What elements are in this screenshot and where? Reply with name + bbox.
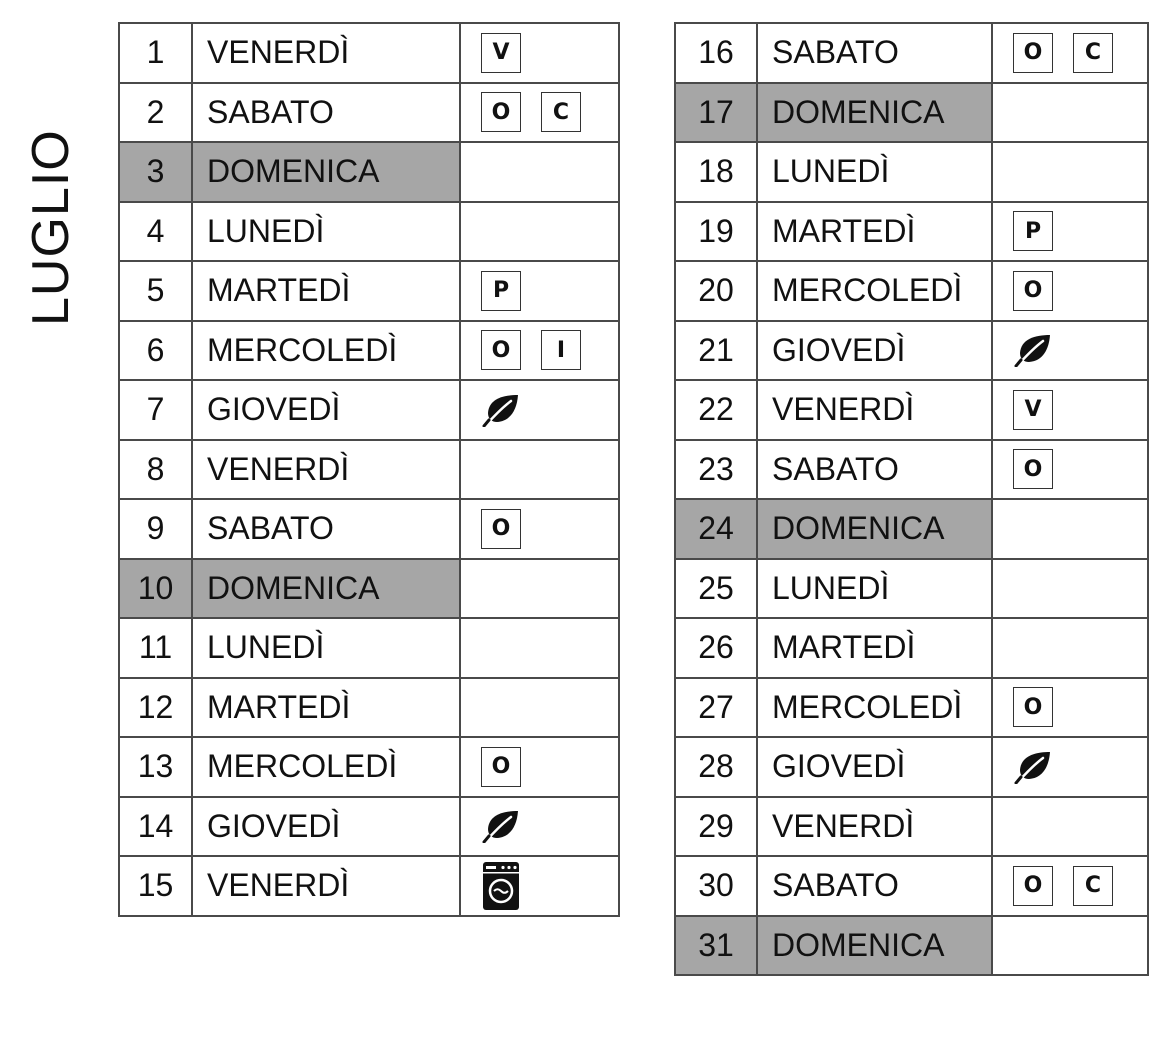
- day-number: 17: [675, 83, 757, 143]
- waste-code-badge: O: [481, 747, 521, 787]
- weekday-name: GIOVEDÌ: [192, 380, 460, 440]
- day-number: 9: [119, 499, 192, 559]
- collection-marks: [460, 737, 619, 797]
- calendar-row: [675, 440, 1148, 500]
- collection-marks: [460, 559, 619, 619]
- collection-marks: [460, 23, 619, 83]
- waste-code-badge: V: [481, 33, 521, 73]
- calendar-table-right: [674, 22, 1149, 976]
- day-number: 4: [119, 202, 192, 262]
- washing-machine-icon: [481, 860, 521, 912]
- waste-code-badge: O: [481, 92, 521, 132]
- calendar-body-left: [119, 23, 619, 916]
- weekday-name: DOMENICA: [757, 916, 992, 976]
- waste-code-badge: C: [1073, 33, 1113, 73]
- weekday-name: LUNEDÌ: [192, 202, 460, 262]
- weekday-name: MERCOLEDÌ: [192, 737, 460, 797]
- calendar-row: [675, 559, 1148, 619]
- collection-marks: [992, 440, 1148, 500]
- calendar-row: [675, 142, 1148, 202]
- collection-marks: [992, 916, 1148, 976]
- day-number: 24: [675, 499, 757, 559]
- day-number: 29: [675, 797, 757, 857]
- collection-marks: [992, 261, 1148, 321]
- collection-marks: [992, 737, 1148, 797]
- day-number: 31: [675, 916, 757, 976]
- calendar-row: [119, 142, 619, 202]
- collection-marks: [992, 856, 1148, 916]
- waste-code-badge: C: [1073, 866, 1113, 906]
- weekday-name: MERCOLEDÌ: [757, 261, 992, 321]
- weekday-name: SABATO: [757, 856, 992, 916]
- weekday-name: LUNEDÌ: [757, 559, 992, 619]
- collection-marks: [460, 856, 619, 916]
- waste-code-badge: P: [481, 271, 521, 311]
- day-number: 8: [119, 440, 192, 500]
- waste-code-badge: V: [1013, 390, 1053, 430]
- weekday-name: SABATO: [192, 499, 460, 559]
- day-number: 7: [119, 380, 192, 440]
- day-number: 13: [119, 737, 192, 797]
- calendar-row: [119, 797, 619, 857]
- day-number: 22: [675, 380, 757, 440]
- calendar-row: [675, 23, 1148, 83]
- waste-code-badge: I: [541, 330, 581, 370]
- weekday-name: MERCOLEDÌ: [192, 321, 460, 381]
- calendar-row: [675, 797, 1148, 857]
- day-number: 5: [119, 261, 192, 321]
- collection-marks: [992, 618, 1148, 678]
- collection-marks: [460, 440, 619, 500]
- weekday-name: DOMENICA: [192, 559, 460, 619]
- leaf-icon: [1013, 333, 1053, 367]
- collection-marks: [992, 202, 1148, 262]
- collection-marks: [992, 83, 1148, 143]
- day-number: 1: [119, 23, 192, 83]
- day-number: 14: [119, 797, 192, 857]
- weekday-name: DOMENICA: [757, 83, 992, 143]
- waste-code-badge: O: [1013, 866, 1053, 906]
- calendar-row: [675, 856, 1148, 916]
- calendar-row: [119, 380, 619, 440]
- day-number: 30: [675, 856, 757, 916]
- weekday-name: VENERDÌ: [192, 856, 460, 916]
- calendar-row: [675, 916, 1148, 976]
- weekday-name: GIOVEDÌ: [757, 321, 992, 381]
- collection-marks: [992, 380, 1148, 440]
- weekday-name: SABATO: [757, 440, 992, 500]
- calendar-row: [119, 23, 619, 83]
- weekday-name: SABATO: [192, 83, 460, 143]
- calendar-row: [675, 321, 1148, 381]
- weekday-name: MARTEDÌ: [757, 202, 992, 262]
- weekday-name: DOMENICA: [192, 142, 460, 202]
- day-number: 20: [675, 261, 757, 321]
- calendar-row: [119, 499, 619, 559]
- calendar-row: [119, 440, 619, 500]
- day-number: 6: [119, 321, 192, 381]
- calendar-row: [119, 678, 619, 738]
- weekday-name: VENERDÌ: [192, 440, 460, 500]
- weekday-name: VENERDÌ: [757, 380, 992, 440]
- weekday-name: GIOVEDÌ: [757, 737, 992, 797]
- calendar-row: [675, 499, 1148, 559]
- day-number: 27: [675, 678, 757, 738]
- calendar-row: [119, 202, 619, 262]
- waste-code-badge: P: [1013, 211, 1053, 251]
- calendar-table-left: [118, 22, 620, 917]
- collection-marks: [992, 797, 1148, 857]
- day-number: 25: [675, 559, 757, 619]
- weekday-name: LUNEDÌ: [757, 142, 992, 202]
- weekday-name: VENERDÌ: [192, 23, 460, 83]
- calendar-row: [119, 83, 619, 143]
- collection-marks: [992, 142, 1148, 202]
- day-number: 12: [119, 678, 192, 738]
- weekday-name: MARTEDÌ: [192, 261, 460, 321]
- calendar-row: [675, 678, 1148, 738]
- weekday-name: VENERDÌ: [757, 797, 992, 857]
- collection-marks: [992, 678, 1148, 738]
- calendar-row: [119, 261, 619, 321]
- calendar-row: [675, 737, 1148, 797]
- day-number: 23: [675, 440, 757, 500]
- collection-marks: [992, 499, 1148, 559]
- day-number: 21: [675, 321, 757, 381]
- collection-marks: [460, 83, 619, 143]
- collection-marks: [460, 797, 619, 857]
- calendar-row: [119, 321, 619, 381]
- day-number: 15: [119, 856, 192, 916]
- calendar-row: [119, 559, 619, 619]
- collection-marks: [460, 380, 619, 440]
- collection-marks: [992, 559, 1148, 619]
- day-number: 10: [119, 559, 192, 619]
- waste-code-badge: O: [1013, 271, 1053, 311]
- day-number: 2: [119, 83, 192, 143]
- day-number: 3: [119, 142, 192, 202]
- weekday-name: SABATO: [757, 23, 992, 83]
- collection-marks: [460, 202, 619, 262]
- calendar-row: [675, 202, 1148, 262]
- collection-marks: [992, 321, 1148, 381]
- weekday-name: MARTEDÌ: [757, 618, 992, 678]
- weekday-name: MERCOLEDÌ: [757, 678, 992, 738]
- waste-code-badge: O: [481, 509, 521, 549]
- month-title: LUGLIO: [22, 129, 80, 327]
- calendar-body-right: [675, 23, 1148, 975]
- calendar-row: [675, 618, 1148, 678]
- collection-marks: [460, 261, 619, 321]
- calendar-row: [675, 83, 1148, 143]
- collection-marks: [460, 142, 619, 202]
- day-number: 19: [675, 202, 757, 262]
- waste-code-badge: O: [1013, 33, 1053, 73]
- waste-code-badge: O: [1013, 449, 1053, 489]
- day-number: 18: [675, 142, 757, 202]
- collection-marks: [460, 321, 619, 381]
- leaf-icon: [1013, 750, 1053, 784]
- waste-code-badge: C: [541, 92, 581, 132]
- leaf-icon: [481, 809, 521, 843]
- weekday-name: GIOVEDÌ: [192, 797, 460, 857]
- calendar-row: [119, 737, 619, 797]
- waste-code-badge: O: [1013, 687, 1053, 727]
- weekday-name: MARTEDÌ: [192, 678, 460, 738]
- collection-marks: [460, 618, 619, 678]
- collection-marks: [992, 23, 1148, 83]
- calendar-row: [675, 261, 1148, 321]
- waste-code-badge: O: [481, 330, 521, 370]
- weekday-name: DOMENICA: [757, 499, 992, 559]
- day-number: 11: [119, 618, 192, 678]
- day-number: 28: [675, 737, 757, 797]
- leaf-icon: [481, 393, 521, 427]
- collection-marks: [460, 499, 619, 559]
- calendar-row: [675, 380, 1148, 440]
- calendar-row: [119, 856, 619, 916]
- calendar-row: [119, 618, 619, 678]
- day-number: 16: [675, 23, 757, 83]
- day-number: 26: [675, 618, 757, 678]
- weekday-name: LUNEDÌ: [192, 618, 460, 678]
- collection-marks: [460, 678, 619, 738]
